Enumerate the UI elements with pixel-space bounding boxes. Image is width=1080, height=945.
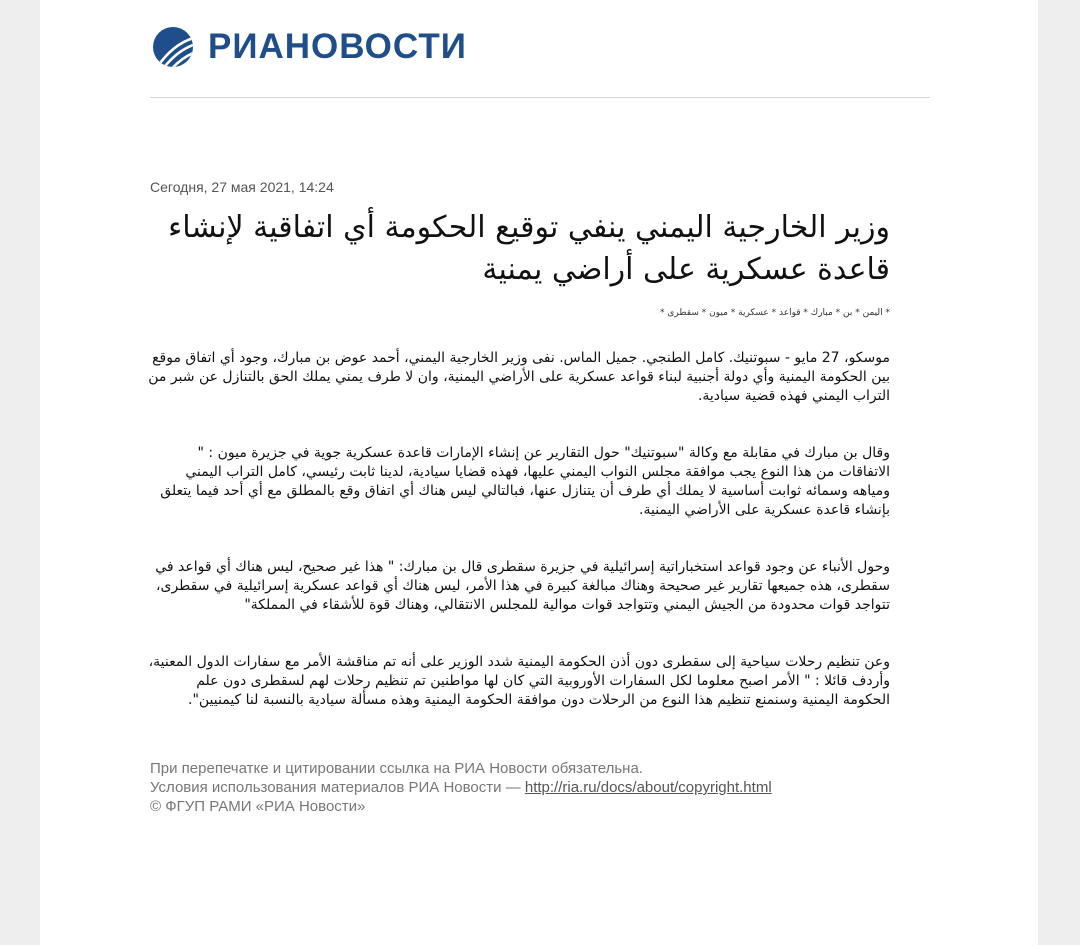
article-paragraph: وحول الأنباء عن وجود قواعد استخباراتية إسرائيلية في جزيرة سقطرى قال بن مبارك: " هذا غير صحيح، ليس هناك أي قواعد في سقطرى، هذه جميعها تقارير غير صحيحة وهناك مبالغة كبيرة في هذا الأمر، ليس هناك أي قواعد عسكرية إسرائيلية في سقطرى، تتواجد قوات محدودة من الجيش اليمني وتتواجد قوات موالية للمجلس الانتقالي، وهناك قوة للأشقاء في المملكة" (155, 559, 890, 613)
copyright-footer (150, 759, 930, 816)
article-title: وزير الخارجية اليمني ينفي توقيع الحكومة أي اتفاقية لإنشاء قاعدة عسكرية على أراضي يمنية (168, 210, 890, 287)
copyright-owner: © ФГУП РАМИ «РИА Новости» (150, 798, 366, 815)
ria-globe-icon (150, 26, 200, 68)
article-paragraph: موسكو، 27 مايو - سبوتنيك. كامل الطنجي. جميل الماس. نفى وزير الخارجية اليمني، أحمد عوض بن مبارك، وجود أي اتفاق موقع بين الحكومة اليمنية وأي دولة أجنبية لبناء قواعد عسكرية على الأراضي اليمنية، وان لا طرف يمني يملك الحق بالتنازل عن شبر من التراب اليمني فهذه قضية سيادية. (148, 350, 890, 404)
terms-line (150, 778, 930, 797)
terms-text: Условия использования материалов РИА Новости — (150, 779, 525, 796)
article-paragraph: وقال بن مبارك في مقابلة مع وكالة "سبوتنيك" حول التقارير عن إنشاء الإمارات قاعدة عسكرية جوية في جزيرة ميون : " الاتفاقات من هذا النوع يجب موافقة مجلس النواب اليمني عليها، فهذه قضايا سيادية، لدينا ثابت رئيسي، كامل التراب اليمني ومياهه وسمائه ثوابت أساسية لا يملك أي طرف أن يتنازل عنها، فبالتالي ليس هناك أي اتفاق وقع بالمطلق مع أي أحد فيما يتعلق بإنشاء قاعدة عسكرية على الأراضي اليمنية. (160, 445, 890, 518)
ria-logo[interactable] (150, 26, 467, 68)
article-tags: * اليمن * بن * مبارك * قواعد * عسكرية * ميون * سقطرى * (660, 308, 890, 318)
brand-name-part1: РИА (208, 27, 285, 66)
header-divider (150, 97, 930, 98)
article-date: Сегодня, 27 мая 2021, 14:24 (150, 179, 334, 195)
reprint-notice: При перепечатке и цитировании ссылка на РИА Новости обязательна. (150, 760, 643, 777)
article-paragraph: وعن تنظيم رحلات سياحية إلى سقطرى دون أذن الحكومة اليمنية شدد الوزير على أنه تم مناقشة الأمر مع سفارات الدول المعنية، وأردف قائلا : " الأمر اصبح معلوما لكل السفارات الأوروبية التي كان لها مواطنين تم تنظيم رحلات لهم لسقطرى دون علم الحكومة اليمنية وسنمنع تنظيم هذا النوع من الرحلات دون موافقة الحكومة اليمنية وهذه مسألة سيادية بالنسبة لنا كيمنيين". (148, 654, 890, 708)
copyright-link[interactable]: http://ria.ru/docs/about/copyright.html (524, 779, 772, 796)
brand-name-part2: НОВОСТИ (284, 27, 467, 66)
email-page (40, 0, 1038, 945)
article-body (148, 349, 890, 748)
brand-wordmark (208, 26, 467, 68)
